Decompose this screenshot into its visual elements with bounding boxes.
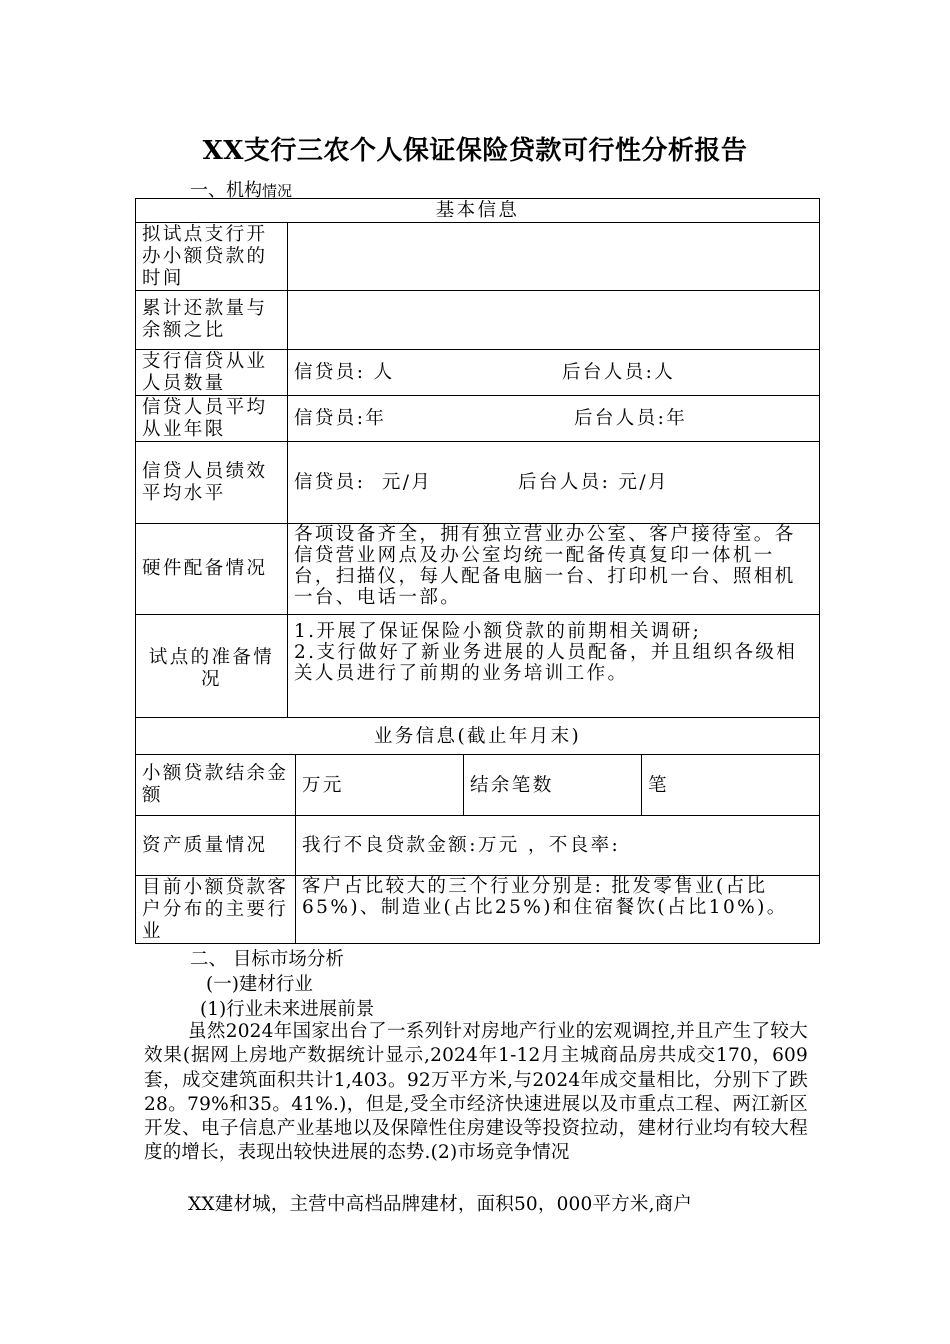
table-row xyxy=(136,524,820,615)
table-row xyxy=(136,615,820,718)
table-row xyxy=(136,223,820,291)
section-2-heading: 二、 目标市场分析 xyxy=(190,949,344,970)
staff-count-credit: 信贷员: 人 xyxy=(294,362,395,383)
table-row xyxy=(136,199,820,223)
staff-count-label: 支行信贷从业人员数量 xyxy=(136,350,288,396)
count-value: 笔 xyxy=(642,755,820,816)
table-row xyxy=(136,718,820,755)
prep-label: 试点的准备情况 xyxy=(136,615,288,718)
section-1-suffix: 情况 xyxy=(262,182,293,200)
table-row xyxy=(136,396,820,442)
prep-item-1: 1.开展了保证保险小额贷款的前期相关调研; xyxy=(294,621,702,642)
staff-count-value xyxy=(288,350,820,396)
staff-years-back: 后台人员:年 xyxy=(574,408,688,429)
paragraph-market: 虽然2024年国家出台了一系列针对房地产行业的宏观调控,并且产生了较大效果(据网上房地产数据统计显示,2024年1-12月主城商品房共成交170，609套，成交建筑面积共计1,403。92万平方米,与2024年成交量相比，分别下了跌28。79%和35。41%.)，但是,受全市经济快速进展以及市重点工程、两江新区开发、电子信息产业基地以及保障性住房建设等投资拉动，建材行业均有较大程度的增长，表现出较快进展的态势.(2)市场竞争情况 xyxy=(144,1021,808,1164)
table-row xyxy=(136,442,820,524)
performance-value xyxy=(288,442,820,524)
count-label: 结余笔数 xyxy=(464,755,642,816)
industry-value: 客户占比较大的三个行业分别是: 批发零售业(占比65%)、制造业(占比25%)和住宿餐饮(占比10%)。 xyxy=(296,876,820,944)
basic-info-header: 基本信息 xyxy=(136,199,820,223)
subsection-industry-outlook: (1)行业未来进展前景 xyxy=(200,999,375,1020)
section-1-prefix: 一、机构 xyxy=(190,180,262,201)
subsection-building-materials: (一)建材行业 xyxy=(206,974,313,995)
paragraph-competition: XX建材城，主营中高档品牌建材，面积50，000平方米,商户 xyxy=(188,1194,693,1215)
table-row xyxy=(136,816,820,876)
page-title: XX支行三农个人保证保险贷款可行性分析报告 xyxy=(202,136,748,166)
staff-years-label: 信贷人员平均从业年限 xyxy=(136,396,288,442)
hardware-label: 硬件配备情况 xyxy=(136,524,288,615)
table-row xyxy=(136,755,820,816)
prep-value xyxy=(288,615,820,718)
quality-label: 资产质量情况 xyxy=(136,816,296,876)
staff-years-value xyxy=(288,396,820,442)
balance-value: 万元 xyxy=(296,755,464,816)
table-row xyxy=(136,350,820,396)
repay-ratio-label: 累计还款量与余额之比 xyxy=(136,291,288,350)
business-info-header: 业务信息(截止年月末) xyxy=(136,718,820,755)
quality-value: 我行不良贷款金额:万元 ，不良率: xyxy=(296,816,820,876)
table-row xyxy=(136,876,820,944)
industry-label: 目前小额贷款客户分布的主要行业 xyxy=(136,876,296,944)
pilot-time-value xyxy=(288,223,820,291)
repay-ratio-value xyxy=(288,291,820,350)
balance-label: 小额贷款结余金额 xyxy=(136,755,296,816)
pilot-time-label: 拟试点支行开办小额贷款的时间 xyxy=(136,223,288,291)
institution-info-table xyxy=(135,198,820,944)
performance-credit: 信贷员: 元/月 xyxy=(294,472,433,493)
performance-back: 后台人员: 元/月 xyxy=(518,472,669,493)
hardware-value: 各项设备齐全，拥有独立营业办公室、客户接待室。各信贷营业网点及办公室均统一配备传真复印一体机一台，扫描仪，每人配备电脑一台、打印机一台、照相机一台、电话一部。 xyxy=(288,524,820,615)
table-row xyxy=(136,291,820,350)
prep-item-2: 2.支行做好了新业务进展的人员配备，并且组织各级相关人员进行了前期的业务培训工作。 xyxy=(294,642,798,684)
staff-count-back: 后台人员:人 xyxy=(562,362,676,383)
staff-years-credit: 信贷员:年 xyxy=(294,408,387,429)
performance-label: 信贷人员绩效平均水平 xyxy=(136,442,288,524)
